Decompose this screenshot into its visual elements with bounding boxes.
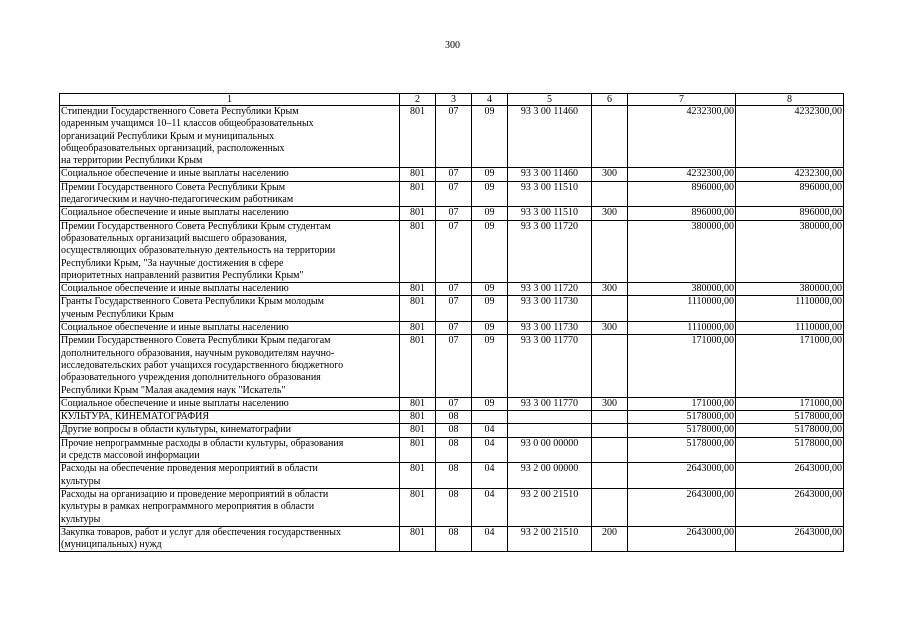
item-name-line: на территории Республики Крым: [61, 155, 203, 167]
table-row: [60, 424, 844, 437]
expense-type-cell: [592, 463, 628, 489]
section-cell: 07: [436, 181, 472, 207]
amount-cell: 4232300,00: [736, 106, 844, 168]
table-row: [60, 168, 844, 181]
section-cell: 07: [436, 296, 472, 322]
item-name-cell: [60, 437, 400, 463]
amount-cell: 1110000,00: [736, 296, 844, 322]
table-row: [60, 283, 844, 296]
admin-code-cell: 801: [400, 283, 436, 296]
section-cell: 07: [436, 283, 472, 296]
section-cell: 08: [436, 437, 472, 463]
item-name-line: организаций Республики Крым и муниципальных: [61, 130, 275, 142]
item-name-line: культуры: [61, 513, 101, 525]
expense-type-cell: 300: [592, 283, 628, 296]
amount-cell: 171000,00: [628, 397, 736, 410]
item-name-line: культуры: [61, 475, 101, 487]
admin-code-cell: 801: [400, 322, 436, 335]
item-name-line: приоритетных направлений развития Республики Крым": [61, 269, 304, 281]
table-row: [60, 437, 844, 463]
target-code-cell: 93 3 00 11510: [508, 181, 592, 207]
header-cell: 4: [472, 94, 508, 106]
amount-cell: 5178000,00: [628, 411, 736, 424]
amount-cell: 1110000,00: [628, 322, 736, 335]
item-name-line: Премии Государственного Совета Республики Крым студентам: [61, 220, 331, 232]
subsection-cell: 04: [472, 488, 508, 526]
admin-code-cell: 801: [400, 463, 436, 489]
item-name-cell: [60, 322, 400, 335]
expense-type-cell: 300: [592, 397, 628, 410]
subsection-cell: 09: [472, 207, 508, 220]
item-name-line: образовательных организаций высшего образования,: [61, 232, 287, 244]
expense-type-cell: [592, 411, 628, 424]
table-row: [60, 220, 844, 282]
item-name-line: общеобразовательных организаций, расположенных: [61, 142, 285, 154]
target-code-cell: 93 2 00 00000: [508, 463, 592, 489]
admin-code-cell: 801: [400, 424, 436, 437]
table-row: [60, 411, 844, 424]
section-cell: 08: [436, 411, 472, 424]
target-code-cell: [508, 424, 592, 437]
subsection-cell: 09: [472, 168, 508, 181]
item-name-line: осуществляющих образовательную деятельность на территории: [61, 245, 336, 257]
item-name-cell: [60, 220, 400, 282]
header-row: [60, 94, 844, 106]
amount-cell: 4232300,00: [628, 106, 736, 168]
target-code-cell: 93 0 00 00000: [508, 437, 592, 463]
admin-code-cell: 801: [400, 526, 436, 552]
item-name-cell: [60, 411, 400, 424]
table-row: [60, 322, 844, 335]
subsection-cell: 04: [472, 526, 508, 552]
target-code-cell: 93 3 00 11730: [508, 296, 592, 322]
amount-cell: 2643000,00: [628, 463, 736, 489]
item-name-cell: [60, 106, 400, 168]
target-code-cell: 93 2 00 21510: [508, 526, 592, 552]
item-name-cell: [60, 335, 400, 397]
item-name-line: (муниципальных) нужд: [61, 539, 162, 551]
table-row: [60, 335, 844, 397]
expense-type-cell: [592, 106, 628, 168]
item-name-line: ученым Республики Крым: [61, 308, 174, 320]
subsection-cell: [472, 411, 508, 424]
item-name-line: Социальное обеспечение и иные выплаты населению: [61, 322, 289, 334]
section-cell: 07: [436, 220, 472, 282]
target-code-cell: 93 3 00 11770: [508, 335, 592, 397]
amount-cell: 2643000,00: [736, 526, 844, 552]
subsection-cell: 09: [472, 106, 508, 168]
admin-code-cell: 801: [400, 168, 436, 181]
admin-code-cell: 801: [400, 335, 436, 397]
admin-code-cell: 801: [400, 106, 436, 168]
expense-type-cell: [592, 220, 628, 282]
item-name-line: Социальное обеспечение и иные выплаты населению: [61, 207, 289, 219]
item-name-line: Расходы на организацию и проведение мероприятий в области: [61, 488, 329, 500]
section-cell: 07: [436, 207, 472, 220]
item-name-line: Премии Государственного Совета Республики Крым: [61, 181, 286, 193]
subsection-cell: 04: [472, 424, 508, 437]
expense-type-cell: 300: [592, 322, 628, 335]
subsection-cell: 09: [472, 220, 508, 282]
item-name-cell: [60, 181, 400, 207]
admin-code-cell: 801: [400, 296, 436, 322]
amount-cell: 5178000,00: [628, 424, 736, 437]
item-name-line: и средств массовой информации: [61, 450, 200, 462]
item-name-line: Расходы на обеспечение проведения мероприятий в области: [61, 463, 318, 475]
amount-cell: 5178000,00: [736, 411, 844, 424]
amount-cell: 5178000,00: [628, 437, 736, 463]
table-row: [60, 106, 844, 168]
item-name-line: Закупка товаров, работ и услуг для обеспечения государственных: [61, 526, 342, 538]
item-name-line: Стипендии Государственного Совета Республики Крым: [61, 106, 299, 117]
admin-code-cell: 801: [400, 207, 436, 220]
header-cell: 6: [592, 94, 628, 106]
item-name-line: КУЛЬТУРА, КИНЕМАТОГРАФИЯ: [61, 411, 209, 423]
item-name-line: Республики Крым "Малая академия наук "Искатель": [61, 384, 286, 396]
amount-cell: 1110000,00: [736, 322, 844, 335]
amount-cell: 4232300,00: [628, 168, 736, 181]
subsection-cell: 09: [472, 322, 508, 335]
target-code-cell: 93 3 00 11770: [508, 397, 592, 410]
section-cell: 07: [436, 106, 472, 168]
amount-cell: 171000,00: [736, 397, 844, 410]
amount-cell: 171000,00: [736, 335, 844, 397]
item-name-cell: [60, 283, 400, 296]
expense-type-cell: [592, 424, 628, 437]
amount-cell: 380000,00: [736, 283, 844, 296]
section-cell: 08: [436, 488, 472, 526]
table-body: [60, 106, 844, 552]
table-row: [60, 296, 844, 322]
target-code-cell: [508, 411, 592, 424]
item-name-line: педагогическим и научно-педагогическим работникам: [61, 194, 294, 206]
target-code-cell: 93 3 00 11460: [508, 106, 592, 168]
amount-cell: 5178000,00: [736, 437, 844, 463]
amount-cell: 2643000,00: [628, 526, 736, 552]
table-row: [60, 526, 844, 552]
section-cell: 07: [436, 397, 472, 410]
subsection-cell: 09: [472, 181, 508, 207]
amount-cell: 896000,00: [628, 181, 736, 207]
item-name-cell: [60, 463, 400, 489]
item-name-line: Прочие непрограммные расходы в области культуры, образования: [61, 437, 344, 449]
item-name-line: культуры в рамках непрограммного мероприятия в области: [61, 501, 315, 513]
header-cell: 2: [400, 94, 436, 106]
item-name-line: Гранты Государственного Совета Республики Крым молодым: [61, 296, 324, 308]
target-code-cell: 93 2 00 21510: [508, 488, 592, 526]
admin-code-cell: 801: [400, 181, 436, 207]
section-cell: 07: [436, 322, 472, 335]
target-code-cell: 93 3 00 11720: [508, 220, 592, 282]
item-name-cell: [60, 488, 400, 526]
header-cell: 5: [508, 94, 592, 106]
amount-cell: 380000,00: [628, 283, 736, 296]
item-name-cell: [60, 424, 400, 437]
amount-cell: 896000,00: [628, 207, 736, 220]
section-cell: 08: [436, 463, 472, 489]
section-cell: 08: [436, 526, 472, 552]
amount-cell: 2643000,00: [736, 488, 844, 526]
header-cell: 3: [436, 94, 472, 106]
item-name-line: Социальное обеспечение и иные выплаты населению: [61, 283, 289, 295]
amount-cell: 171000,00: [628, 335, 736, 397]
item-name-cell: [60, 526, 400, 552]
item-name-line: Социальное обеспечение и иные выплаты населению: [61, 168, 289, 180]
amount-cell: 5178000,00: [736, 424, 844, 437]
table-row: [60, 463, 844, 489]
table-row: [60, 397, 844, 410]
item-name-line: одаренным учащимся 10–11 классов общеобразовательных: [61, 118, 314, 130]
item-name-line: Социальное обеспечение и иные выплаты населению: [61, 397, 289, 409]
target-code-cell: 93 3 00 11510: [508, 207, 592, 220]
header-cell: 7: [628, 94, 736, 106]
admin-code-cell: 801: [400, 220, 436, 282]
header-cell: 1: [60, 94, 400, 106]
amount-cell: 896000,00: [736, 207, 844, 220]
subsection-cell: 09: [472, 283, 508, 296]
amount-cell: 896000,00: [736, 181, 844, 207]
subsection-cell: 04: [472, 463, 508, 489]
subsection-cell: 09: [472, 397, 508, 410]
item-name-line: образовательного учреждения дополнительного образования: [61, 372, 321, 384]
expense-type-cell: [592, 335, 628, 397]
target-code-cell: 93 3 00 11720: [508, 283, 592, 296]
item-name-line: Республики Крым, "За научные достижения в сфере: [61, 257, 284, 269]
page-number: 300: [445, 40, 460, 51]
amount-cell: 380000,00: [628, 220, 736, 282]
admin-code-cell: 801: [400, 397, 436, 410]
section-cell: 08: [436, 424, 472, 437]
expense-type-cell: 300: [592, 168, 628, 181]
section-cell: 07: [436, 168, 472, 181]
amount-cell: 2643000,00: [628, 488, 736, 526]
target-code-cell: 93 3 00 11730: [508, 322, 592, 335]
item-name-line: Премии Государственного Совета Республики Крым педагогам: [61, 335, 331, 347]
admin-code-cell: 801: [400, 411, 436, 424]
subsection-cell: 09: [472, 335, 508, 397]
amount-cell: 4232300,00: [736, 168, 844, 181]
expense-type-cell: [592, 488, 628, 526]
expense-type-cell: [592, 296, 628, 322]
item-name-cell: [60, 296, 400, 322]
expense-type-cell: [592, 181, 628, 207]
budget-table: [59, 93, 844, 552]
item-name-line: Другие вопросы в области культуры, кинематографии: [61, 424, 291, 436]
expense-type-cell: 300: [592, 207, 628, 220]
header-cell: 8: [736, 94, 844, 106]
item-name-line: исследовательских работ учащихся государственного бюджетного: [61, 359, 344, 371]
item-name-cell: [60, 168, 400, 181]
section-cell: 07: [436, 335, 472, 397]
subsection-cell: 04: [472, 437, 508, 463]
amount-cell: 1110000,00: [628, 296, 736, 322]
amount-cell: 2643000,00: [736, 463, 844, 489]
item-name-cell: [60, 207, 400, 220]
expense-type-cell: [592, 437, 628, 463]
table-row: [60, 488, 844, 526]
target-code-cell: 93 3 00 11460: [508, 168, 592, 181]
admin-code-cell: 801: [400, 437, 436, 463]
expense-type-cell: 200: [592, 526, 628, 552]
admin-code-cell: 801: [400, 488, 436, 526]
table-row: [60, 207, 844, 220]
item-name-cell: [60, 397, 400, 410]
item-name-line: дополнительного образования, научным руководителям научно-: [61, 347, 335, 359]
subsection-cell: 09: [472, 296, 508, 322]
amount-cell: 380000,00: [736, 220, 844, 282]
table-row: [60, 181, 844, 207]
